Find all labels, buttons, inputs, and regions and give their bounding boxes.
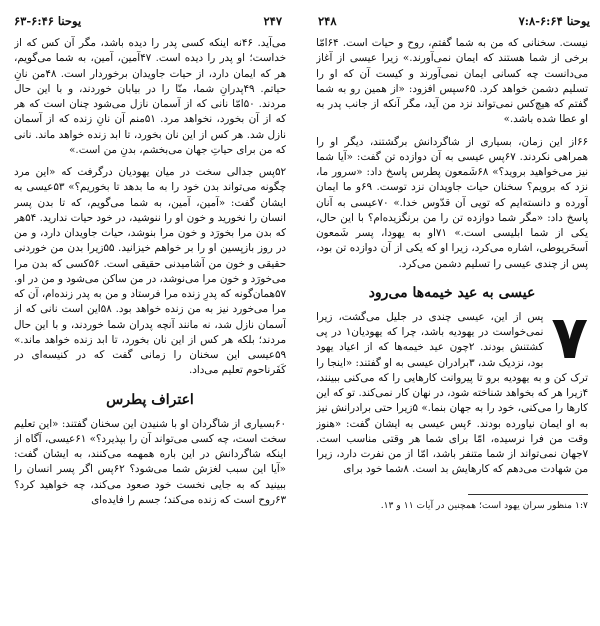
left-page-header [14,14,282,28]
left-page-number: ۲۴۷ [263,14,282,28]
footnote: ۱:۷ منظور سران یهود است؛ همچنین در آیات ۱۱ و ۱۳. [380,499,588,511]
right-page-header [318,14,590,28]
section-heading-peter-confession: اعتراف پطرس [106,391,194,408]
right-para-1: نیست. سخنانی که من به شما گفتم، روح و حیات است. ۶۴امّا برخی از شما هستند که ایمان نمی‌آورند.» زیرا عیسی از آغاز می‌دانست چه کسانی ایمان نمی‌آورند و کیست آن که او را تسلیم دشمن خواهد کرد. ۶۵سپس افزود: «از همین رو به شما گفتم که هیچ‌کس نمی‌تواند نزد من آید، مگر آنکه از جانب پدر به او عطا شده باشد.» [316,37,588,126]
chapter-number: ۷ [551,302,588,373]
chapter-7-block [316,302,588,478]
section-heading-feast-of-tabernacles: عیسی به عید خیمه‌ها می‌رود [368,284,536,301]
left-page-ref: یوحنا ۶:۴۶-۶۳ [14,14,82,28]
right-page-number: ۲۴۸ [318,14,337,28]
left-page-column [14,36,286,616]
right-page-column [316,36,588,616]
right-para-2: ۶۶از این زمان، بسیاری از شاگردانش برگشتند، دیگر او را همراهی نکردند. ۶۷پس عیسی به آن دوازده تن گفت: «آیا شما نیز می‌خواهید بروید؟» ۶۸شَمعون پطرس پاسخ داد: «سرور ما، نزد که برویم؟ سخنان حیات جاویدان نزد توست. ۶۹و ما ایمان آورده و دانسته‌ایم که تویی آن قدّوس خدا.» ۷۰عیسی به آنان پاسخ داد: «مگر شما دوازده تن را من برنگزیده‌ام؟ با این حال، یکی از شما ابلیسی است.» ۷۱او به یهودا، پسر شَمعون اَسخَریوطی، اشاره می‌کرد، زیرا او که یکی از آن دوازده تن بود، پس از چندی عیسی را تسلیم دشمن می‌کرد. [316,135,588,270]
right-page-ref: یوحنا ۶:۶۴-۷:۸ [518,14,590,28]
left-para-1: می‌آید. ۴۶نه اینکه کسی پدر را دیده باشد، مگر آن کس که از خداست؛ او پدر را دیده است. ۴۷آمین، آمین، به شما می‌گویم، هر که ایمان دارد، از حیات جاویدان برخوردار است. ۴۸من نانِ حیاتم. ۴۹پدرانِ شما، منّا را در بیابان خوردند، و با این حال مردند. ۵۰امّا نانی که از آسمان نازل می‌شود چنان است که هر که از آن بخورد، نخواهد مرد. ۵۱منم آن نانِ زنده که از آسمان نازل شد. هر کس از این نان بخورد، تا ابد زنده خواهد ماند. نانی که من برای حیاتِ جهان می‌بخشم، بدنِ من است.» [14,37,286,156]
left-para-3: ۶۰بسیاری از شاگردان او با شنیدن این سخنان گفتند: «این تعلیم سخت است، چه کسی می‌تواند آن را بپذیرد؟» ۶۱عیسی، آگاه از اینکه شاگردانش در این باره همهمه می‌کنند، به ایشان گفت: «آیا این سبب لغزش شما می‌شود؟ ۶۲پس اگر پسر انسان را ببینید که به جایی نخست خود صعود می‌کند، چه خواهید کرد؟ ۶۳روح است که زنده می‌کند؛ جسم را فایده‌ای [14,417,286,506]
left-para-2: ۵۲پس جدالی سخت در میان یهودیان درگرفت که «این مرد چگونه می‌تواند بدن خود را به ما بدهد تا بخوریم؟» ۵۳عیسی به ایشان گفت: «آمین، آمین، به شما می‌گویم، که تا بدن پسر انسان را نخورید و خون او را ننوشید، در خود حیات ندارید. ۵۴هر که بدن مرا بخورَد و خون مرا بنوشد، حیات جاویدان دارد، و من در روز بازپسین او را بر خواهم خیزانید. ۵۵زیرا بدن من خوردنی حقیقی و خون من آشامیدنی حقیقی است. ۵۶کسی که بدن مرا می‌خورَد و خون مرا می‌نوشد، در من ساکن می‌شود و من در او. ۵۷همان‌گونه که پدرِ زنده مرا فرستاد و من به پدر زنده‌ام، آن که مرا می‌خورد نیز به من زنده خواهد بود. ۵۸این است نانی که از آسمان نازل شد، نه مانند آنچه پدران شما خوردند، و با این حال مردند؛ بلکه هر کس از این نان بخورد، تا ابد زنده خواهد ماند.» ۵۹عیسی این سخنان را زمانی گفت که در کنیسه‌ای در کَفَرناحوم تعلیم می‌داد. [14,166,286,377]
chapter-7-text: پس از این، عیسی چندی در جلیل می‌گشت، زیرا نمی‌خواست در یهودیه باشد، چرا که یهودیان۱ در پی کشتنش بودند. ۲چون عید خیمه‌ها که از اعیاد یهود بود، نزدیک شد، ۳برادران عیسی به او گفتند: «اینجا را ترک کن و به یهودیه برو تا پیروانت کارهایی را که می‌کنی ببینند، ۴زیرا هر که بخواهد شناخته شود، در نهان کار نمی‌کند. تو که این کارها را می‌کنی، خود را به جهان بنما.» ۵زیرا حتی برادرانش نیز به او ایمان نیاورده بودند. ۶پس عیسی به ایشان گفت: «هنوز وقت من فرا نرسیده، امّا برای شما هر وقتی مناسب است. ۷جهان نمی‌تواند از شما متنفر باشد، امّا از من نفرت دارد، زیرا من شهادت می‌دهم که کارهایش بد است. ۸شما خود برای [316,310,588,476]
footnote-divider [468,494,588,495]
